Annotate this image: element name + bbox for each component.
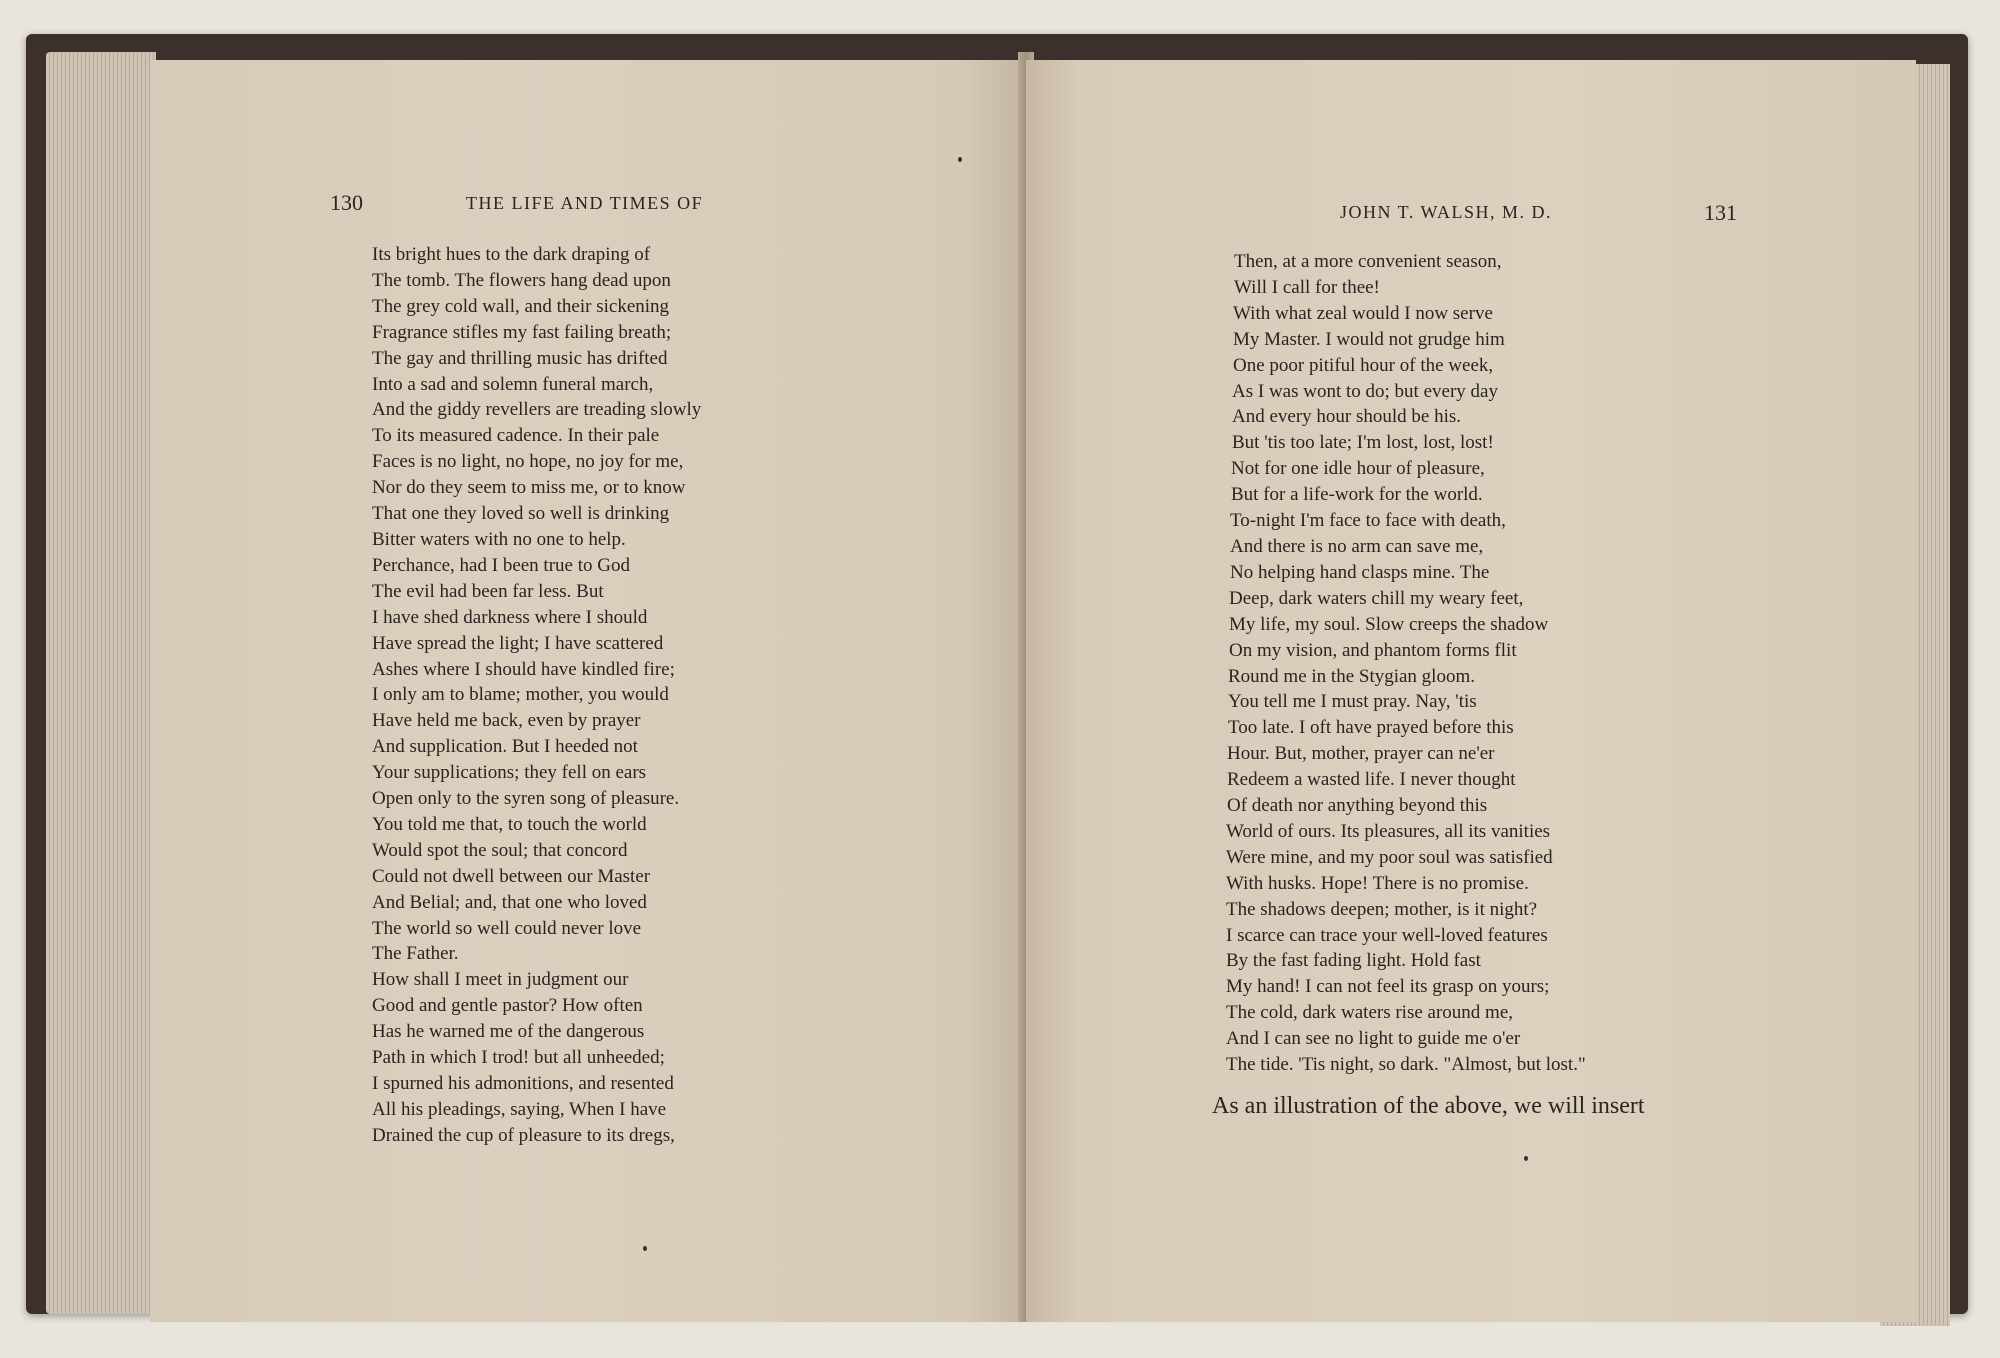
text-line: By the fast fading light. Hold fast [1226, 950, 1481, 972]
text-line: Have held me back, even by prayer [372, 710, 641, 732]
text-line: All his pleadings, saying, When I have [372, 1098, 667, 1120]
text-line: Drained the cup of pleasure to its dregs, [372, 1124, 675, 1146]
text-line: Its bright hues to the dark draping of [372, 244, 651, 265]
text-line: The evil had been far less. But [372, 580, 604, 602]
text-line: The shadows deepen; mother, is it night? [1226, 898, 1538, 920]
text-line: But for a life-work for the world. [1231, 484, 1483, 506]
text-line: Then, at a more convenient season, [1234, 251, 1502, 272]
text-line: The cold, dark waters rise around me, [1226, 1002, 1514, 1024]
text-line: The tomb. The flowers hang dead upon [372, 269, 671, 291]
text-line: Were mine, and my poor soul was satisfied [1226, 846, 1553, 868]
text-line: And Belial; and, that one who loved [372, 891, 647, 913]
text-line: Has he warned me of the dangerous [372, 1021, 645, 1043]
text-line: Not for one idle hour of pleasure, [1231, 458, 1485, 480]
text-line: To-night I'm face to face with death, [1230, 510, 1506, 532]
text-line: How shall I meet in judgment our [372, 969, 629, 991]
text-line: My Master. I would not grudge him [1233, 328, 1505, 350]
right-page-text [1226, 249, 1586, 1078]
text-line: But 'tis too late; I'm lost, lost, lost! [1232, 432, 1494, 454]
text-line: I have shed darkness where I should [372, 606, 648, 628]
text-line: My hand! I can not feel its grasp on yours; [1226, 976, 1550, 998]
text-line: Fragrance stifles my fast failing breath; [372, 321, 672, 343]
text-line: As I was wont to do; but every day [1232, 380, 1498, 402]
text-line: The Father. [372, 943, 459, 965]
left-page-number: 130 [330, 190, 363, 215]
text-line: I scarce can trace your well-loved features [1226, 924, 1548, 946]
text-line: Deep, dark waters chill my weary feet, [1229, 587, 1524, 609]
text-line: Open only to the syren song of pleasure. [372, 788, 680, 810]
text-line: Path in which I trod! but all unheeded; [372, 1047, 665, 1069]
text-line: The world so well could never love [372, 917, 642, 939]
text-line: On my vision, and phantom forms flit [1229, 639, 1517, 661]
text-line: I only am to blame; mother, you would [372, 684, 669, 706]
text-line: Hour. But, mother, prayer can ne'er [1227, 743, 1495, 765]
right-page [1026, 60, 1916, 1322]
text-line: Round me in the Stygian gloom. [1228, 665, 1475, 687]
text-line: Could not dwell between our Master [372, 865, 651, 887]
text-line: And there is no arm can save me, [1230, 535, 1484, 557]
text-line: World of ours. Its pleasures, all its vanities [1226, 820, 1551, 842]
text-line: Ashes where I should have kindled fire; [372, 658, 675, 680]
text-line: Your supplications; they fell on ears [372, 762, 647, 784]
text-line: Of death nor anything beyond this [1227, 795, 1488, 817]
text-line: The gay and thrilling music has drifted [372, 347, 668, 369]
left-running-head: THE LIFE AND TIMES OF [466, 193, 704, 213]
text-line: With husks. Hope! There is no promise. [1226, 872, 1529, 894]
text-line: Perchance, had I been true to God [372, 554, 630, 576]
page-speck [643, 1246, 647, 1251]
text-line: Will I call for thee! [1234, 276, 1380, 298]
text-line: The tide. 'Tis night, so dark. "Almost, but lost." [1226, 1054, 1586, 1076]
text-line: That one they loved so well is drinking [372, 503, 670, 525]
page-speck [1524, 1156, 1528, 1161]
left-page-text [372, 242, 701, 1149]
text-line: Have spread the light; I have scattered [372, 632, 664, 654]
text-line: Good and gentle pastor? How often [372, 995, 643, 1017]
text-line: Redeem a wasted life. I never thought [1227, 769, 1516, 791]
text-line: You tell me I must pray. Nay, 'tis [1228, 691, 1477, 713]
text-line: One poor pitiful hour of the week, [1233, 354, 1494, 376]
text-line: Too late. I oft have prayed before this [1228, 717, 1514, 739]
right-page-number: 131 [1704, 200, 1737, 225]
text-line: To its measured cadence. In their pale [372, 425, 660, 447]
text-line: You told me that, to touch the world [372, 813, 647, 835]
text-line: Would spot the soul; that concord [372, 839, 628, 861]
text-line: With what zeal would I now serve [1233, 302, 1493, 324]
left-page-edges [46, 52, 156, 1314]
text-line: Faces is no light, no hope, no joy for me, [372, 451, 684, 473]
text-line: Into a sad and solemn funeral march, [372, 373, 654, 395]
closing-paragraph: As an illustration of the above, we will insert [1212, 1093, 1645, 1119]
text-line: And I can see no light to guide me o'er [1226, 1028, 1521, 1050]
text-line: The grey cold wall, and their sickening [372, 295, 670, 317]
text-line: Nor do they seem to miss me, or to know [372, 477, 686, 499]
text-line: And the giddy revellers are treading slowly [372, 399, 702, 421]
text-line: And every hour should be his. [1232, 406, 1462, 428]
text-line: And supplication. But I heeded not [372, 736, 638, 758]
text-line: No helping hand clasps mine. The [1230, 561, 1490, 583]
text-line: Bitter waters with no one to help. [372, 528, 626, 550]
right-running-head: JOHN T. WALSH, M. D. [1340, 202, 1553, 222]
page-speck [958, 157, 962, 162]
text-line: My life, my soul. Slow creeps the shadow [1229, 613, 1549, 635]
text-line: I spurned his admonitions, and resented [372, 1073, 674, 1094]
left-page [150, 60, 1030, 1322]
